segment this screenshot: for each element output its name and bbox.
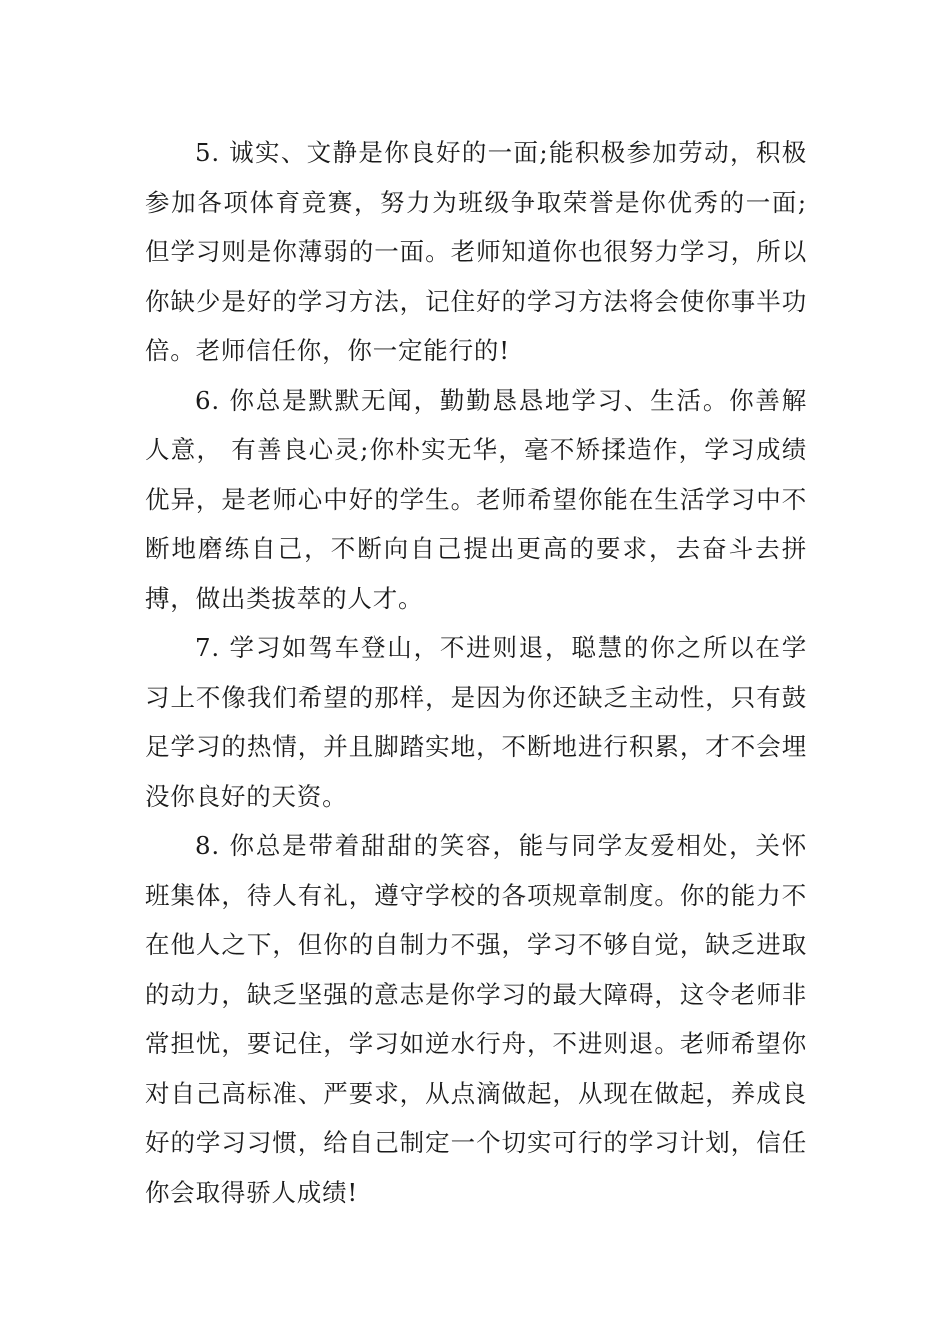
paragraph-6: 6. 你总是默默无闻，勤勤恳恳地学习、生活。你善解人意， 有善良心灵;你朴实无华，毫不矫揉造作，学习成绩优异，是老师心中好的学生。老师希望你能在生活学习中不断地磨练自己，不断向自己提出更高的要求，去奋斗去拼搏，做出类拔萃的人才。 (145, 385, 807, 613)
paragraph-5: 5. 诚实、文静是你良好的一面;能积极参加劳动，积极参加各项体育竞赛，努力为班级争取荣誉是你优秀的一面;但学习则是你薄弱的一面。老师知道你也很努力学习，所以你缺少是好的学习方法，记住好的学习方法将会使你事半功倍。老师信任你，你一定能行的! (145, 138, 807, 365)
paragraph-7: 7. 学习如驾车登山，不进则退，聪慧的你之所以在学习上不像我们希望的那样，是因为你还缺乏主动性，只有鼓足学习的热情，并且脚踏实地，不断地进行积累，才不会埋没你良好的天资。 (145, 633, 807, 811)
paragraph-8: 8. 你总是带着甜甜的笑容，能与同学友爱相处，关怀班集体，待人有礼，遵守学校的各项规章制度。你的能力不在他人之下，但你的自制力不强，学习不够自觉，缺乏进取的动力，缺乏坚强的意志是你学习的最大障碍，这令老师非常担忧，要记住，学习如逆水行舟，不进则退。老师希望你对自己高标准、严要求，从点滴做起，从现在做起，养成良好的学习习惯，给自己制定一个切实可行的学习计划，信任你会取得骄人成绩! (145, 831, 807, 1207)
document-body (145, 128, 807, 1217)
